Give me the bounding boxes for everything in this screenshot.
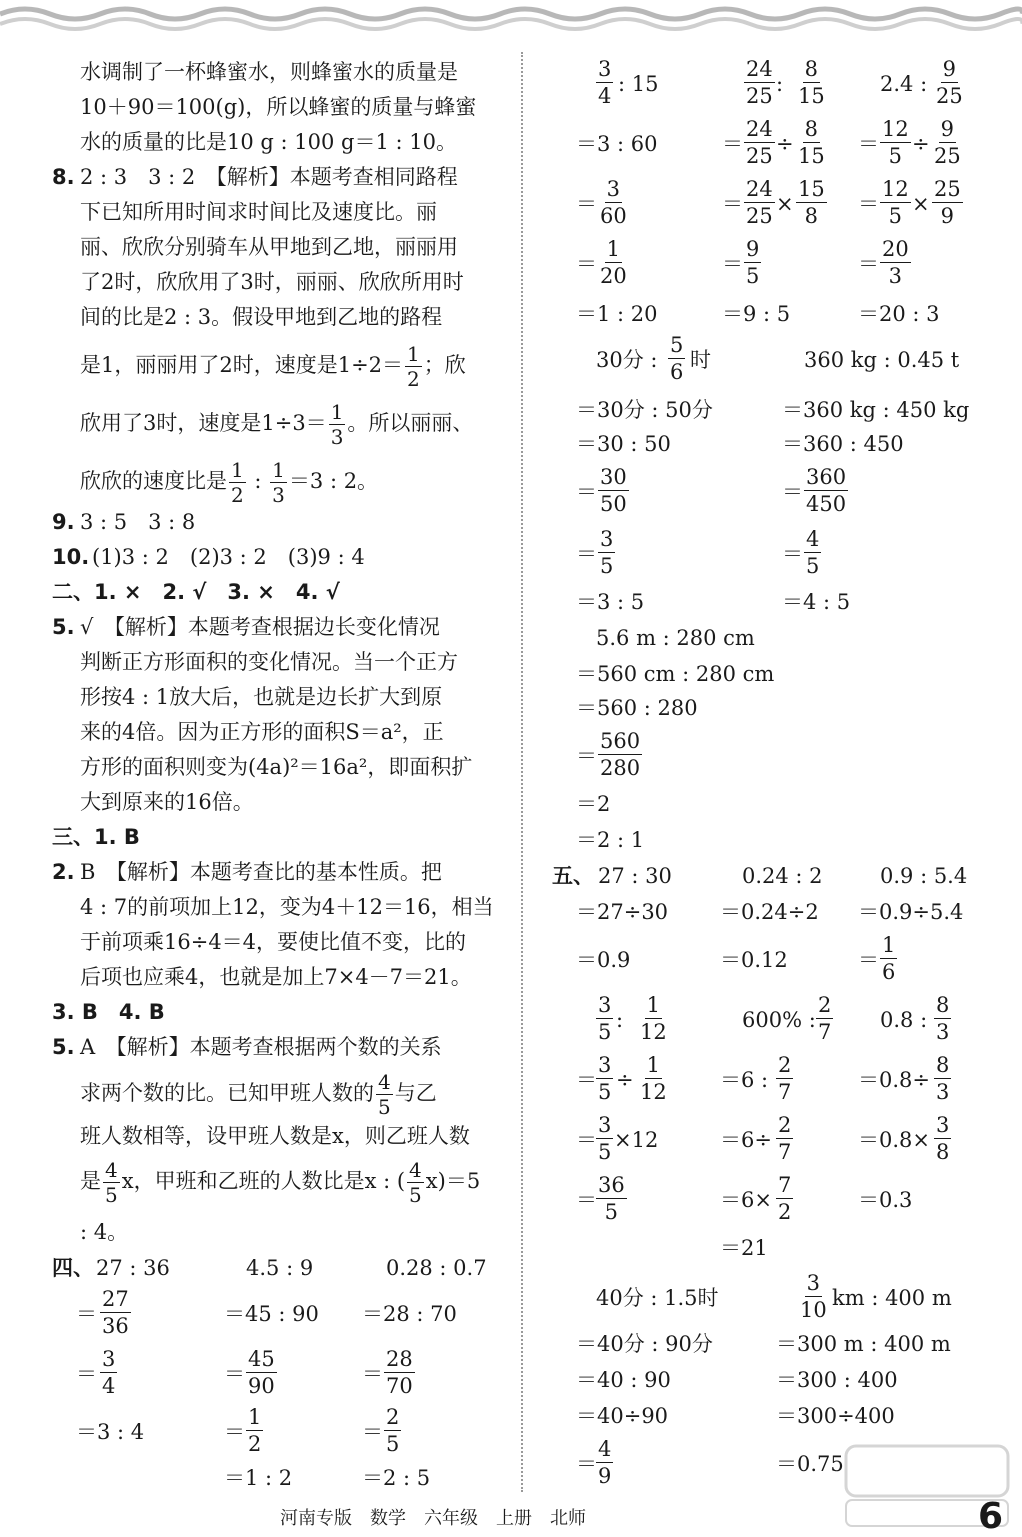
text-line: 欣欣的速度比是 $\frac{1}{2}$ : $\frac{1}{3}$ ＝3 : 2。 bbox=[80, 458, 379, 507]
text-line: 了2时，欣欣用了3时，丽丽、欣欣所用时 bbox=[80, 270, 464, 294]
fraction: $\frac{4}{5}$ bbox=[409, 1158, 422, 1207]
fraction: $\frac{3}{4}$ bbox=[102, 1347, 116, 1398]
fraction: $\frac{1}{2}$ bbox=[248, 1405, 262, 1456]
ratio-expr: ＝1 : 2 bbox=[224, 1466, 293, 1490]
text-line: 形按4 : 1放大后，也就是边长扩大到原 bbox=[80, 685, 443, 709]
fraction: $\frac{12}{5}$ bbox=[882, 117, 909, 168]
fraction: $\frac{2}{7}$ bbox=[818, 993, 832, 1044]
ratio-expr: ＝21 bbox=[720, 1236, 768, 1260]
fraction: $\frac{3}{5}$ bbox=[598, 1053, 612, 1104]
operator: × bbox=[912, 192, 930, 216]
ratio-expr: ＝2 : 5 bbox=[362, 1466, 431, 1490]
equals: ＝ bbox=[722, 252, 743, 276]
fraction: $\frac{3}{10}$ bbox=[800, 1271, 827, 1322]
ratio-expr: ＝0.24÷2 bbox=[720, 900, 819, 924]
ratio-expr: ＝20 : 3 bbox=[858, 302, 940, 326]
text-line: 后项也应乘4，也就是加上7×4－7＝21。 bbox=[80, 965, 472, 989]
ratio-expr: 0.24 : 2 bbox=[742, 864, 823, 888]
text-line: 丽、欣欣分别骑车从甲地到乙地，丽丽用 bbox=[80, 235, 458, 259]
ratio-expr: ＝6 : bbox=[720, 1068, 769, 1092]
equals: ＝ bbox=[576, 1188, 597, 1212]
ratio-expr: ＝3 : 60 bbox=[576, 132, 658, 156]
ratio-expr: ×12 bbox=[614, 1128, 659, 1152]
fraction: $\frac{1}{6}$ bbox=[882, 933, 896, 984]
fraction: $\frac{24}{25}$ bbox=[746, 177, 773, 228]
ratio-expr: ＝360 : 450 bbox=[782, 432, 904, 456]
ratio-expr: ＝300 : 400 bbox=[776, 1368, 898, 1392]
question-number: 10. bbox=[52, 545, 90, 569]
text-line: 10＋90＝100(g)，所以蜂蜜的质量与蜂蜜 bbox=[80, 95, 477, 119]
ratio-expr: km : 400 m bbox=[832, 1286, 952, 1310]
ratio-expr: ＝300 m : 400 m bbox=[776, 1332, 951, 1356]
ratio-expr: ＝27÷30 bbox=[576, 900, 669, 924]
question-number: 2. bbox=[52, 860, 75, 884]
ratio-expr: 30分 : bbox=[596, 348, 658, 372]
equals: ＝ bbox=[224, 1420, 245, 1444]
equals: ＝ bbox=[576, 1452, 597, 1476]
equals: ＝ bbox=[576, 542, 597, 566]
fraction: $\frac{12}{5}$ bbox=[882, 177, 909, 228]
ratio-expr: : 15 bbox=[618, 72, 659, 96]
equals: ＝ bbox=[858, 252, 879, 276]
ratio-expr: ＝560 : 280 bbox=[576, 696, 698, 720]
ratio-expr: 0.8 : bbox=[880, 1008, 928, 1032]
colon: : bbox=[776, 72, 784, 96]
fraction: $\frac{27}{36}$ bbox=[102, 1287, 129, 1338]
equals: ＝ bbox=[362, 1420, 383, 1444]
equals: ＝ bbox=[76, 1362, 97, 1386]
text-line: 是 $\frac{4}{5}$ x，甲班和乙班的人数比是x : ( $\frac{4}{5}$ x)＝5 bbox=[80, 1158, 481, 1207]
ratio-expr: ＝300÷400 bbox=[776, 1404, 895, 1428]
answer-text: B 【解析】本题考查比的基本性质。把 bbox=[80, 860, 442, 884]
colon: : bbox=[616, 1008, 624, 1032]
fraction: $\frac{2}{7}$ bbox=[778, 1113, 792, 1164]
fraction: $\frac{8}{3}$ bbox=[936, 1053, 950, 1104]
fraction: $\frac{4}{5}$ bbox=[806, 527, 820, 578]
fraction: $\frac{9}{5}$ bbox=[746, 237, 760, 288]
fraction: $\frac{1}{2}$ bbox=[231, 458, 244, 507]
page-number: 6 bbox=[978, 1496, 1004, 1537]
ratio-expr: ＝30分 : 50分 bbox=[576, 398, 713, 422]
ratio-expr: ＝0.9 bbox=[576, 948, 631, 972]
fraction: $\frac{36}{5}$ bbox=[598, 1173, 625, 1224]
text-line: : 4。 bbox=[80, 1220, 129, 1244]
column-divider bbox=[521, 52, 523, 1492]
operator: ÷ bbox=[776, 132, 794, 156]
equals: ＝ bbox=[76, 1302, 97, 1326]
fraction: $\frac{360}{450}$ bbox=[806, 465, 847, 516]
text-line: 间的比是2 : 3。假设甲地到乙地的路程 bbox=[80, 305, 443, 329]
ratio-expr: ＝2 : 1 bbox=[576, 828, 645, 852]
ratio-expr: ＝1 : 20 bbox=[576, 302, 658, 326]
equals: ＝ bbox=[722, 132, 743, 156]
operator: ÷ bbox=[912, 132, 930, 156]
ratio-expr: ＝0.3 bbox=[858, 1188, 913, 1212]
answer-text: A 【解析】本题考查根据两个数的关系 bbox=[80, 1035, 442, 1059]
fraction: $\frac{2}{5}$ bbox=[386, 1405, 400, 1456]
fraction: $\frac{8}{3}$ bbox=[936, 993, 950, 1044]
fraction: $\frac{28}{70}$ bbox=[386, 1347, 413, 1398]
answer-text: √ 【解析】本题考查根据边长变化情况 bbox=[80, 615, 440, 639]
fraction: $\frac{7}{2}$ bbox=[778, 1173, 792, 1224]
text-line: 欣用了3时，速度是1÷3＝ $\frac{1}{3}$ 。所以丽丽、 bbox=[80, 400, 474, 449]
fraction: $\frac{560}{280}$ bbox=[600, 729, 641, 780]
ratio-expr: 600% : bbox=[742, 1008, 816, 1032]
fraction: $\frac{8}{15}$ bbox=[798, 57, 825, 108]
text-line: 4 : 7的前项加上12，变为4＋12＝16，相当 bbox=[80, 895, 494, 919]
operator: × bbox=[776, 192, 794, 216]
equals: ＝ bbox=[858, 948, 879, 972]
fraction: $\frac{3}{8}$ bbox=[936, 1113, 950, 1164]
equals: ＝ bbox=[576, 480, 597, 504]
footer-info: 河南专版 数学 六年级 上册 北师 bbox=[280, 1508, 586, 1529]
fraction: $\frac{1}{12}$ bbox=[640, 1053, 667, 1104]
ratio-expr: ＝4 : 5 bbox=[782, 590, 851, 614]
answer-text: 2 : 3 3 : 2 【解析】本题考查相同路程 bbox=[80, 165, 458, 189]
fraction: $\frac{24}{25}$ bbox=[746, 57, 773, 108]
equals: ＝ bbox=[576, 744, 597, 768]
text-line: 班人数相等，设甲班人数是x，则乙班人数 bbox=[80, 1124, 470, 1148]
text-line: 方形的面积则变为(4a)²＝16a²，即面积扩 bbox=[80, 755, 473, 779]
fraction: $\frac{1}{2}$ bbox=[407, 342, 420, 391]
fraction: $\frac{45}{90}$ bbox=[248, 1347, 275, 1398]
fraction: $\frac{1}{3}$ bbox=[330, 400, 344, 449]
text-line: 水的质量的比是10 g : 100 g＝1 : 10。 bbox=[80, 130, 457, 154]
ratio-expr: ＝28 : 70 bbox=[362, 1302, 457, 1326]
question-number: 5. bbox=[52, 1035, 75, 1059]
question-number: 9. bbox=[52, 510, 75, 534]
fraction: $\frac{5}{6}$ bbox=[670, 333, 684, 384]
equals: ＝ bbox=[576, 252, 597, 276]
ratio-expr: ＝0.9÷5.4 bbox=[858, 900, 964, 924]
ratio-expr: ＝45 : 90 bbox=[224, 1302, 319, 1326]
ratio-expr: ＝0.12 bbox=[720, 948, 788, 972]
text-line: 水调制了一杯蜂蜜水，则蜂蜜水的质量是 bbox=[80, 60, 458, 84]
ratio-expr: ＝0.8÷ bbox=[858, 1068, 930, 1092]
ratio-expr: ＝30 : 50 bbox=[576, 432, 671, 456]
fraction: $\frac{4}{5}$ bbox=[378, 1070, 391, 1119]
fraction: $\frac{20}{3}$ bbox=[882, 237, 909, 288]
text-line: 于前项乘16÷4＝4，要使比值不变，比的 bbox=[80, 930, 467, 954]
equals: ＝ bbox=[576, 192, 597, 216]
ratio-expr: ＝0.75 bbox=[776, 1452, 844, 1476]
ratio-expr: ＝6÷ bbox=[720, 1128, 772, 1152]
ratio-expr: 360 kg : 0.45 t bbox=[804, 348, 960, 372]
text-line: 是1，丽丽用了2时，速度是1÷2＝ $\frac{1}{2}$ ；欣 bbox=[80, 342, 466, 391]
text-line: 大到原来的16倍。 bbox=[80, 790, 254, 814]
ratio-expr: ＝6× bbox=[720, 1188, 772, 1212]
section-three-answers: 三、1. B bbox=[52, 825, 140, 849]
text-line: 来的4倍。因为正方形的面积S＝a²，正 bbox=[80, 720, 444, 744]
answer-text: (1)3 : 2 (2)3 : 2 (3)9 : 4 bbox=[92, 545, 365, 569]
ratio-expr: ＝0.8× bbox=[858, 1128, 930, 1152]
ratio-expr: ＝40分 : 90分 bbox=[576, 1332, 713, 1356]
equals: ＝ bbox=[722, 192, 743, 216]
equals: ＝ bbox=[782, 480, 803, 504]
fraction: $\frac{25}{9}$ bbox=[934, 177, 961, 228]
fraction: $\frac{3}{4}$ bbox=[598, 57, 612, 108]
ratio-expr: 5.6 m : 280 cm bbox=[596, 626, 755, 650]
section-four-label: 四、 bbox=[52, 1256, 94, 1280]
fraction: $\frac{1}{3}$ bbox=[272, 458, 285, 507]
ratio-expr: ＝2 bbox=[576, 792, 611, 816]
fraction: $\frac{9}{25}$ bbox=[936, 57, 963, 108]
fraction: $\frac{3}{5}$ bbox=[600, 527, 614, 578]
ratio-expr: 2.4 : bbox=[880, 72, 928, 96]
operator: ÷ bbox=[616, 1068, 634, 1092]
equals: ＝ bbox=[858, 132, 879, 156]
fraction: $\frac{9}{25}$ bbox=[934, 117, 961, 168]
question-number: 5. bbox=[52, 615, 75, 639]
fraction: $\frac{3}{5}$ bbox=[598, 993, 612, 1044]
fraction: $\frac{8}{15}$ bbox=[798, 117, 825, 168]
ratio-expr: 0.9 : 5.4 bbox=[880, 864, 968, 888]
equals: ＝ bbox=[782, 542, 803, 566]
text-line: 判断正方形面积的变化情况。当一个正方 bbox=[80, 650, 458, 674]
ratio-expr: 4.5 : 9 bbox=[246, 1256, 314, 1280]
fraction: $\frac{3}{5}$ bbox=[598, 1113, 612, 1164]
equals: ＝ bbox=[576, 1068, 597, 1092]
question-number: 8. bbox=[52, 165, 75, 189]
fraction: $\frac{4}{5}$ bbox=[105, 1158, 118, 1207]
equals: ＝ bbox=[576, 1128, 597, 1152]
fraction: $\frac{2}{7}$ bbox=[778, 1053, 792, 1104]
text-line: 下已知所用时间求时间比及速度比。丽 bbox=[80, 200, 437, 224]
answer-text: 3 : 5 3 : 8 bbox=[80, 510, 196, 534]
ratio-expr: ＝560 cm : 280 cm bbox=[576, 662, 775, 686]
section-two-answers: 二、1. × 2. √ 3. × 4. √ bbox=[52, 580, 340, 604]
fraction: $\frac{1}{20}$ bbox=[600, 237, 627, 288]
ratio-expr: 0.28 : 0.7 bbox=[386, 1256, 487, 1280]
ratio-expr: ＝40÷90 bbox=[576, 1404, 669, 1428]
unit: 时 bbox=[690, 348, 711, 372]
fraction: $\frac{15}{8}$ bbox=[798, 177, 825, 228]
fraction: $\frac{24}{25}$ bbox=[746, 117, 773, 168]
fraction: $\frac{3}{60}$ bbox=[600, 177, 627, 228]
equals: ＝ bbox=[858, 192, 879, 216]
ratio-expr: ＝3 : 4 bbox=[76, 1420, 145, 1444]
fraction: $\frac{30}{50}$ bbox=[600, 465, 627, 516]
section-five-label: 五、 bbox=[552, 864, 594, 888]
fraction: $\frac{1}{12}$ bbox=[640, 993, 667, 1044]
equals: ＝ bbox=[224, 1362, 245, 1386]
ratio-expr: 27 : 36 bbox=[96, 1256, 170, 1280]
answer-text: 3. B 4. B bbox=[52, 1000, 165, 1024]
ratio-expr: ＝9 : 5 bbox=[722, 302, 791, 326]
fraction: $\frac{4}{9}$ bbox=[598, 1437, 612, 1488]
ratio-expr: 40分 : 1.5时 bbox=[596, 1286, 719, 1310]
equals: ＝ bbox=[362, 1362, 383, 1386]
ratio-expr: 27 : 30 bbox=[598, 864, 672, 888]
ratio-expr: ＝3 : 5 bbox=[576, 590, 645, 614]
ratio-expr: ＝40 : 90 bbox=[576, 1368, 671, 1392]
header-decoration bbox=[0, 0, 1022, 40]
text-line: 求两个数的比。已知甲班人数的 $\frac{4}{5}$ 与乙 bbox=[80, 1070, 437, 1119]
ratio-expr: ＝360 kg : 450 kg bbox=[782, 398, 970, 422]
